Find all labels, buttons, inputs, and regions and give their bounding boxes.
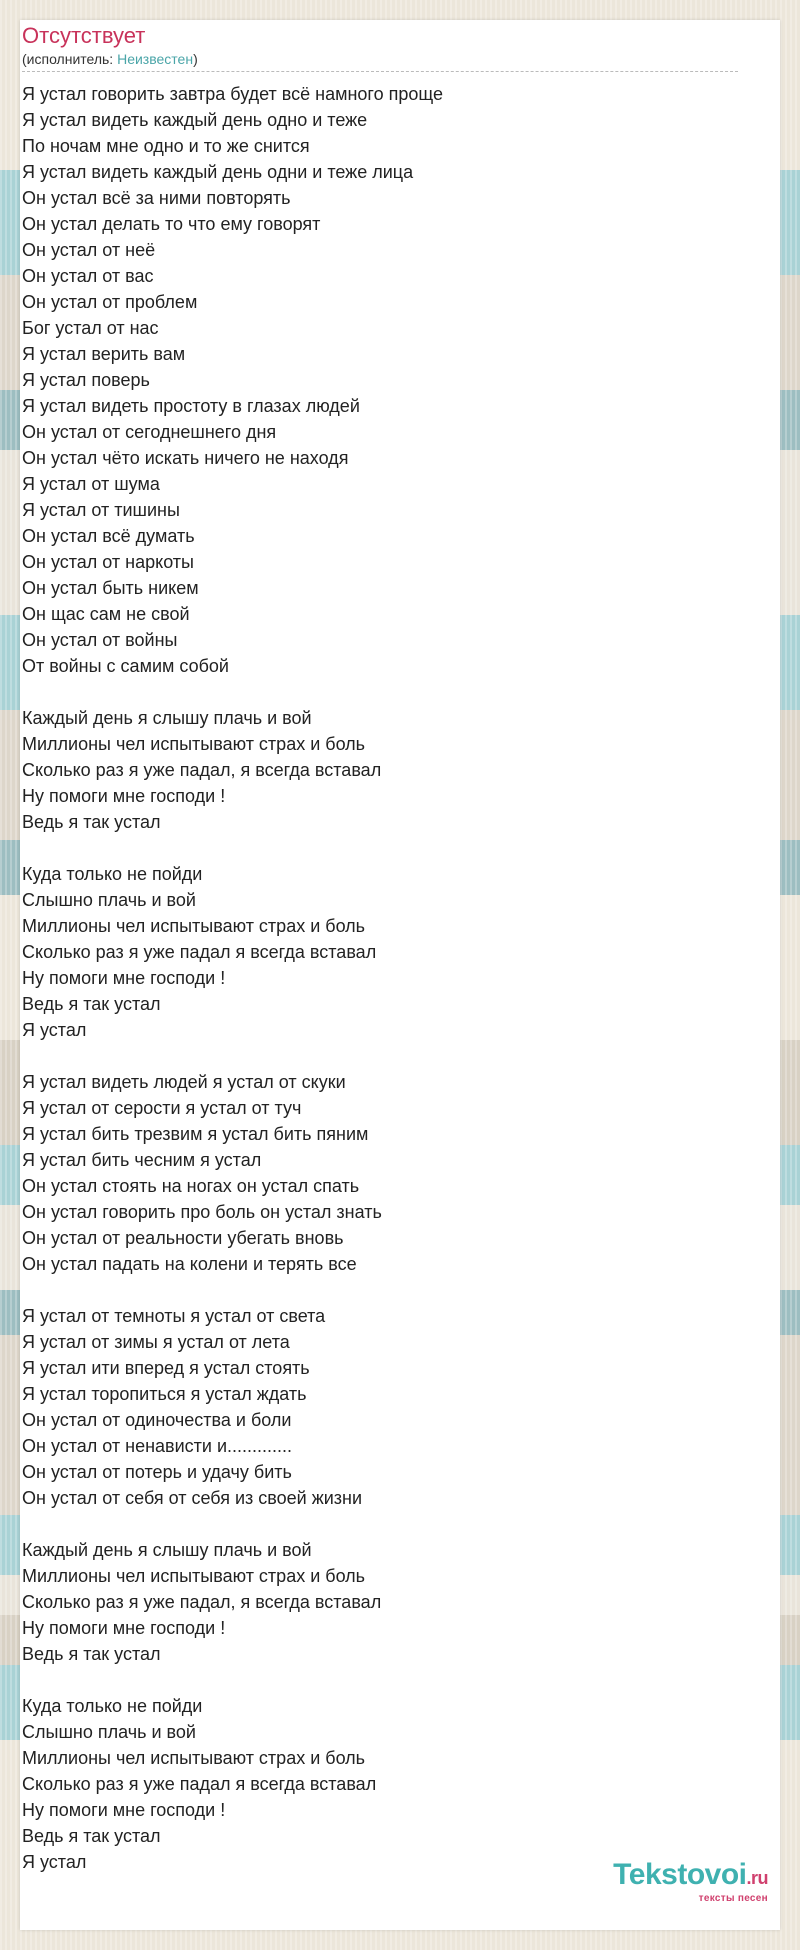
lyric-line: Он устал от неё xyxy=(22,240,156,260)
stanza-break xyxy=(22,1043,738,1069)
artist-prefix: (исполнитель: xyxy=(22,51,118,67)
lyric-line: Я устал торопиться я устал ждать xyxy=(22,1384,307,1404)
lyric-line: Ну помоги мне господи ! xyxy=(22,1800,226,1820)
artist-suffix: ) xyxy=(193,51,198,67)
lyric-line: От войны с самим собой xyxy=(22,656,229,676)
lyric-line: Он устал от ненависти и............. xyxy=(22,1436,293,1456)
lyric-line: Он устал быть никем xyxy=(22,578,199,598)
lyric-line: Он устал от одиночества и боли xyxy=(22,1410,292,1430)
lyric-line: Сколько раз я уже падал я всегда вставал xyxy=(22,942,377,962)
site-logo[interactable] xyxy=(613,1860,768,1893)
lyric-line: Я устал от зимы я устал от лета xyxy=(22,1332,290,1352)
artist-link[interactable]: Неизвестен xyxy=(117,51,194,67)
lyric-line: Я устал видеть простоту в глазах людей xyxy=(22,396,360,416)
lyric-line: Слышно плачь и вой xyxy=(22,1722,196,1742)
lyric-line: Он устал от реальности убегать вновь xyxy=(22,1228,344,1248)
lyric-line: Он устал от себя от себя из своей жизни xyxy=(22,1488,363,1508)
lyric-line: Он устал всё за ними повторять xyxy=(22,188,291,208)
lyric-line: Каждый день я слышу плачь и вой xyxy=(22,708,312,728)
lyric-line: Он устал стоять на ногах он устал спать xyxy=(22,1176,360,1196)
lyric-line: Я устал ити вперед я устал стоять xyxy=(22,1358,310,1378)
lyric-line: Он устал всё думать xyxy=(22,526,195,546)
lyric-line: Слышно плачь и вой xyxy=(22,890,196,910)
lyric-line: Он устал от потерь и удачу бить xyxy=(22,1462,292,1482)
lyric-line: Каждый день я слышу плачь и вой xyxy=(22,1540,312,1560)
lyric-line: Я устал от шума xyxy=(22,474,160,494)
stanza-break xyxy=(22,1277,738,1303)
lyric-line: Я устал верить вам xyxy=(22,344,186,364)
lyric-line: Я устал от серости я устал от туч xyxy=(22,1098,302,1118)
lyric-line: По ночам мне одно и то же снится xyxy=(22,136,310,156)
lyric-line: Я устал поверь xyxy=(22,370,150,390)
lyric-line: Я устал xyxy=(22,1852,87,1872)
lyric-line: Сколько раз я уже падал я всегда вставал xyxy=(22,1774,377,1794)
lyric-line: Сколько раз я уже падал, я всегда вставал xyxy=(22,1592,382,1612)
lyrics-text xyxy=(22,81,738,1875)
lyric-line: Я устал видеть каждый день одно и теже xyxy=(22,110,368,130)
lyric-line: Ну помоги мне господи ! xyxy=(22,1618,226,1638)
lyric-line: Миллионы чел испытывают страх и боль xyxy=(22,1566,366,1586)
lyric-line: Ведь я так устал xyxy=(22,994,161,1014)
logo-text: Tekstovoi xyxy=(613,1858,747,1891)
lyric-line: Он устал от наркоты xyxy=(22,552,194,572)
lyric-line: Он устал от проблем xyxy=(22,292,198,312)
lyric-line: Он устал падать на колени и терять все xyxy=(22,1254,357,1274)
lyric-line: Я устал бить трезвим я устал бить пяним xyxy=(22,1124,369,1144)
logo-tagline: тексты песен xyxy=(698,1893,768,1904)
lyric-line: Ведь я так устал xyxy=(22,1644,161,1664)
lyric-line: Миллионы чел испытывают страх и боль xyxy=(22,734,366,754)
lyric-line: Я устал от тишины xyxy=(22,500,180,520)
lyric-line: Я устал от темноты я устал от света xyxy=(22,1306,326,1326)
stanza-break xyxy=(22,1667,738,1693)
lyric-line: Миллионы чел испытывают страх и боль xyxy=(22,916,366,936)
lyric-line: Куда только не пойди xyxy=(22,864,203,884)
lyric-line: Он устал от сегоднешнего дня xyxy=(22,422,277,442)
lyric-line: Я устал видеть людей я устал от скуки xyxy=(22,1072,346,1092)
lyric-line: Ведь я так устал xyxy=(22,812,161,832)
lyric-line: Я устал xyxy=(22,1020,87,1040)
lyric-line: Я устал бить чесним я устал xyxy=(22,1150,262,1170)
lyric-line: Сколько раз я уже падал, я всегда вставал xyxy=(22,760,382,780)
lyric-line: Я устал видеть каждый день одни и теже лица xyxy=(22,162,414,182)
lyric-line: Ведь я так устал xyxy=(22,1826,161,1846)
lyric-line: Он устал от вас xyxy=(22,266,154,286)
stanza-break xyxy=(22,835,738,861)
artist-line xyxy=(22,50,738,72)
lyric-line: Он щас сам не свой xyxy=(22,604,190,624)
logo-tld: .ru xyxy=(746,1868,768,1888)
song-header xyxy=(22,22,738,72)
lyric-line: Я устал говорить завтра будет всё намного проще xyxy=(22,84,443,104)
stanza-break xyxy=(22,679,738,705)
lyric-line: Ну помоги мне господи ! xyxy=(22,968,226,988)
lyric-line: Куда только не пойди xyxy=(22,1696,203,1716)
lyric-line: Он устал делать то что ему говорят xyxy=(22,214,321,234)
lyric-line: Миллионы чел испытывают страх и боль xyxy=(22,1748,366,1768)
lyric-line: Он устал от войны xyxy=(22,630,178,650)
lyric-line: Он устал говорить про боль он устал знать xyxy=(22,1202,382,1222)
stanza-break xyxy=(22,1511,738,1537)
song-title: Отсутствует xyxy=(22,23,146,48)
lyric-line: Он устал чёто искать ничего не находя xyxy=(22,448,349,468)
lyric-line: Бог устал от нас xyxy=(22,318,159,338)
lyric-line: Ну помоги мне господи ! xyxy=(22,786,226,806)
